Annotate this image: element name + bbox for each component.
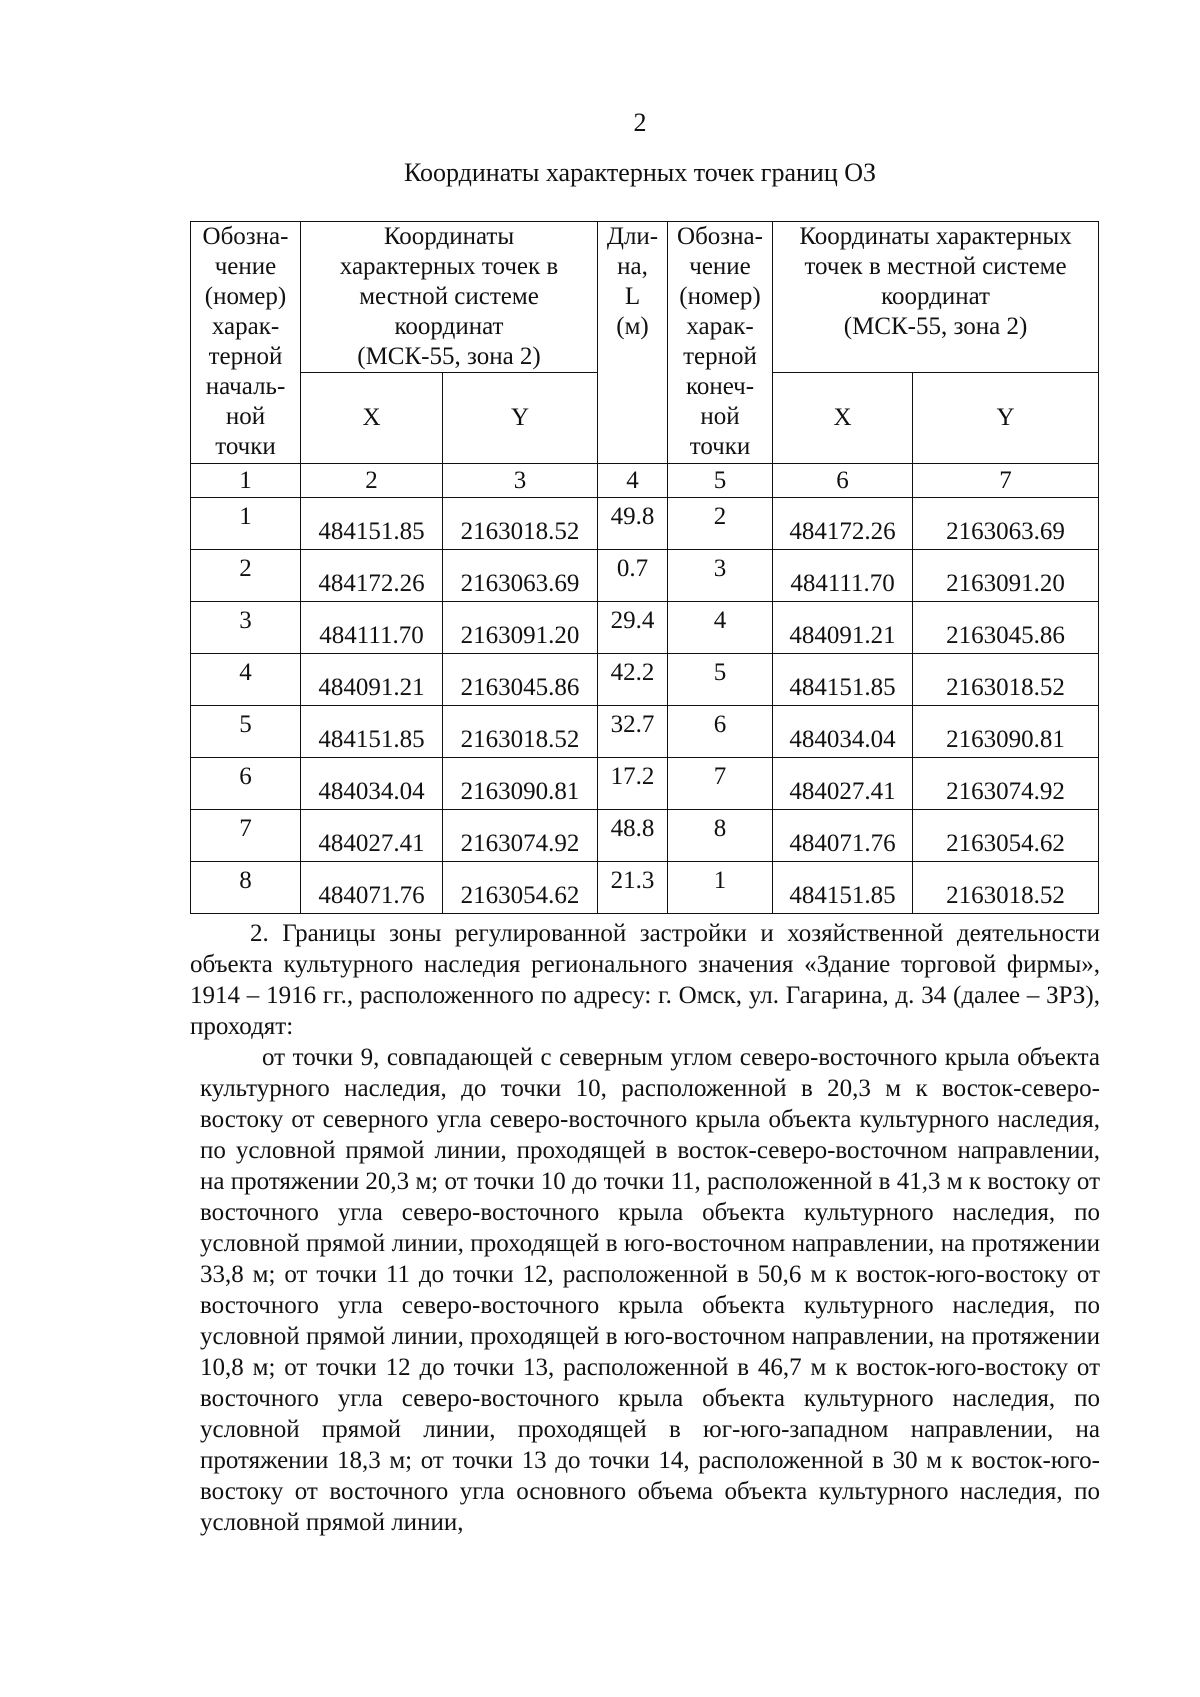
page-number: 2 [633,108,647,137]
header-x-right: X [773,373,913,464]
start-y-cell: 2163090.81 [443,758,598,810]
table-row [191,706,1099,758]
start-point-cell: 1 [191,498,301,550]
length-cell: 32.7 [598,706,668,758]
start-x-cell: 484027.41 [301,810,443,862]
length-cell: 49.8 [598,498,668,550]
header-coords-left: Координаты характерных точек в местной системе координат (МСК-55, зона 2) [301,222,598,373]
column-number: 7 [913,464,1099,498]
end-point-cell: 4 [668,602,773,654]
column-number: 6 [773,464,913,498]
header-y-right: Y [913,373,1099,464]
end-x-cell: 484071.76 [773,810,913,862]
end-x-cell: 484034.04 [773,706,913,758]
start-point-cell: 3 [191,602,301,654]
table-row [191,862,1099,914]
end-point-cell: 6 [668,706,773,758]
end-x-cell: 484151.85 [773,862,913,914]
end-y-cell: 2163090.81 [913,706,1099,758]
header-start-point: Обозна- чение (номер) харак- терной началь- ной точки [191,222,301,464]
end-y-cell: 2163054.62 [913,810,1099,862]
start-y-cell: 2163091.20 [443,602,598,654]
table-row [191,498,1099,550]
end-point-cell: 3 [668,550,773,602]
end-point-cell: 1 [668,862,773,914]
end-point-cell: 8 [668,810,773,862]
start-x-cell: 484034.04 [301,758,443,810]
paragraph-zrz-description: от точки 9, совпадающей с северным углом северо-восточного крыла объекта культурного наследия, до точки 10, расположенной в 20,3 м к восток-северо-востоку от северного угла северо-восточного крыла объекта культурного наследия, по условной прямой линии, проходящей в восток-северо-восточном направлении, на протяжении 20,3 м; от точки 10 до точки 11, расположенной в 41,3 м к востоку от восточного угла северо-восточного крыла объекта культурного наследия, по условной прямой линии, проходящей в юго-восточном направлении, на протяжении 33,8 м; от точки 11 до точки 12, расположенной в 50,6 м к восток-юго-востоку от восточного угла северо-восточного крыла объекта культурного наследия, по условной прямой линии, проходящей в юго-восточном направлении, на протяжении 10,8 м; от точки 12 до точки 13, расположенной в 46,7 м к восток-юго-востоку от восточного угла северо-восточного крыла объекта культурного наследия, по условной прямой линии, проходящей в юг-юго-западном направлении, на протяжении 18,3 м; от точки 13 до точки 14, расположенной в 30 м к восток-юго-востоку от восточного угла основного объема объекта культурного наследия, по условной прямой линии, [200,1044,1100,1536]
start-y-cell: 2163045.86 [443,654,598,706]
start-y-cell: 2163074.92 [443,810,598,862]
paragraph-zrz-intro: 2. Границы зоны регулированной застройки и хозяйственной деятельности объекта культурного наследия регионального значения «Здание торговой фирмы», 1914 – 1916 гг., расположенного по адресу: г. Омск, ул. Гагарина, д. 34 (далее – ЗРЗ), проходят: [190,920,1100,1040]
header-x-left: X [301,373,443,464]
table-row [191,654,1099,706]
start-y-cell: 2163018.52 [443,498,598,550]
end-point-cell: 5 [668,654,773,706]
coordinates-table [190,221,1099,914]
start-point-cell: 2 [191,550,301,602]
body-text [190,918,1100,1538]
start-y-cell: 2163018.52 [443,706,598,758]
column-number: 5 [668,464,773,498]
header-end-point: Обозна- чение (номер) харак- терной конеч- ной точки [668,222,773,464]
end-x-cell: 484027.41 [773,758,913,810]
start-point-cell: 7 [191,810,301,862]
start-x-cell: 484111.70 [301,602,443,654]
length-cell: 42.2 [598,654,668,706]
end-point-cell: 7 [668,758,773,810]
column-numbers-row [191,464,1099,498]
column-number: 3 [443,464,598,498]
end-y-cell: 2163045.86 [913,602,1099,654]
table-row [191,810,1099,862]
end-x-cell: 484111.70 [773,550,913,602]
table-row [191,758,1099,810]
start-x-cell: 484151.85 [301,498,443,550]
end-x-cell: 484172.26 [773,498,913,550]
end-y-cell: 2163091.20 [913,550,1099,602]
start-point-cell: 4 [191,654,301,706]
start-x-cell: 484172.26 [301,550,443,602]
length-cell: 29.4 [598,602,668,654]
start-x-cell: 484071.76 [301,862,443,914]
start-y-cell: 2163063.69 [443,550,598,602]
column-number: 1 [191,464,301,498]
column-number: 4 [598,464,668,498]
end-point-cell: 2 [668,498,773,550]
column-number: 2 [301,464,443,498]
start-point-cell: 6 [191,758,301,810]
table-title: Координаты характерных точек границ ОЗ [403,158,877,187]
length-cell: 21.3 [598,862,668,914]
end-y-cell: 2163018.52 [913,862,1099,914]
end-x-cell: 484091.21 [773,602,913,654]
start-x-cell: 484151.85 [301,706,443,758]
end-y-cell: 2163074.92 [913,758,1099,810]
header-coords-right: Координаты характерных точек в местной системе координат (МСК-55, зона 2) [773,222,1099,373]
end-y-cell: 2163063.69 [913,498,1099,550]
table-row [191,602,1099,654]
header-length: Дли- на, L (м) [598,222,668,464]
table-row [191,550,1099,602]
start-x-cell: 484091.21 [301,654,443,706]
start-y-cell: 2163054.62 [443,862,598,914]
start-point-cell: 8 [191,862,301,914]
length-cell: 48.8 [598,810,668,862]
header-y-left: Y [443,373,598,464]
start-point-cell: 5 [191,706,301,758]
end-y-cell: 2163018.52 [913,654,1099,706]
length-cell: 17.2 [598,758,668,810]
end-x-cell: 484151.85 [773,654,913,706]
length-cell: 0.7 [598,550,668,602]
